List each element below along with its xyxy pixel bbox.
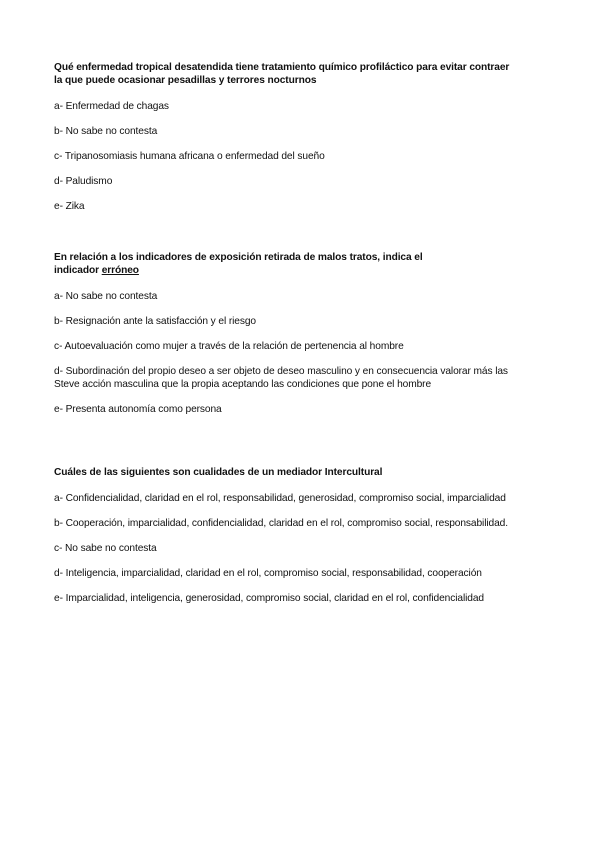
question-2	[54, 251, 514, 416]
question-2-option-b: b- Resignación ante la satisfacción y el riesgo	[54, 316, 256, 327]
question-3-option-d: d- Inteligencia, imparcialidad, claridad en el rol, compromiso social, responsabilidad, cooperación	[54, 568, 482, 579]
question-2-option-c: c- Autoevaluación como mujer a través de la relación de pertenencia al hombre	[54, 341, 404, 352]
question-1-stem: Qué enfermedad tropical desatendida tiene tratamiento químico profiláctico para evitar contraer la que puede ocasionar pesadillas y terrores nocturnos	[54, 62, 510, 86]
question-2-option-e: e- Presenta autonomía como persona	[54, 404, 222, 415]
question-2-stem	[54, 251, 514, 277]
question-3-option-c: c- No sabe no contesta	[54, 543, 157, 554]
question-1-option-a: a- Enfermedad de chagas	[54, 101, 169, 112]
question-2-stem-line1: En relación a los indicadores de exposición retirada de malos tratos, indica el	[54, 252, 423, 263]
question-3-stem: Cuáles de las siguientes son cualidades de un mediador Intercultural	[54, 467, 383, 478]
question-1-option-d: d- Paludismo	[54, 176, 113, 187]
question-1-option-e: e- Zika	[54, 201, 85, 212]
question-3-option-a: a- Confidencialidad, claridad en el rol, responsabilidad, generosidad, compromiso social, imparcialidad	[54, 493, 506, 504]
question-2-option-a: a- No sabe no contesta	[54, 291, 158, 302]
question-3-option-e: e- Imparcialidad, inteligencia, generosidad, compromiso social, claridad en el rol, confidencialidad	[54, 593, 484, 604]
question-2-option-d: d- Subordinación del propio deseo a ser objeto de deseo masculino y en consecuencia valorar más las Steve acción masculina que la propia aceptando las condiciones que pone el hombre	[54, 366, 508, 390]
question-3-option-b: b- Cooperación, imparcialidad, confidencialidad, claridad en el rol, compromiso social, responsabilidad.	[54, 518, 508, 529]
question-1-option-c: c- Tripanosomiasis humana africana o enfermedad del sueño	[54, 151, 325, 162]
question-2-stem-underlined: erróneo	[101, 265, 139, 276]
question-3	[54, 466, 514, 605]
question-1-option-b: b- No sabe no contesta	[54, 126, 158, 137]
question-1	[54, 61, 514, 213]
question-2-stem-prefix: indicador	[54, 265, 102, 276]
